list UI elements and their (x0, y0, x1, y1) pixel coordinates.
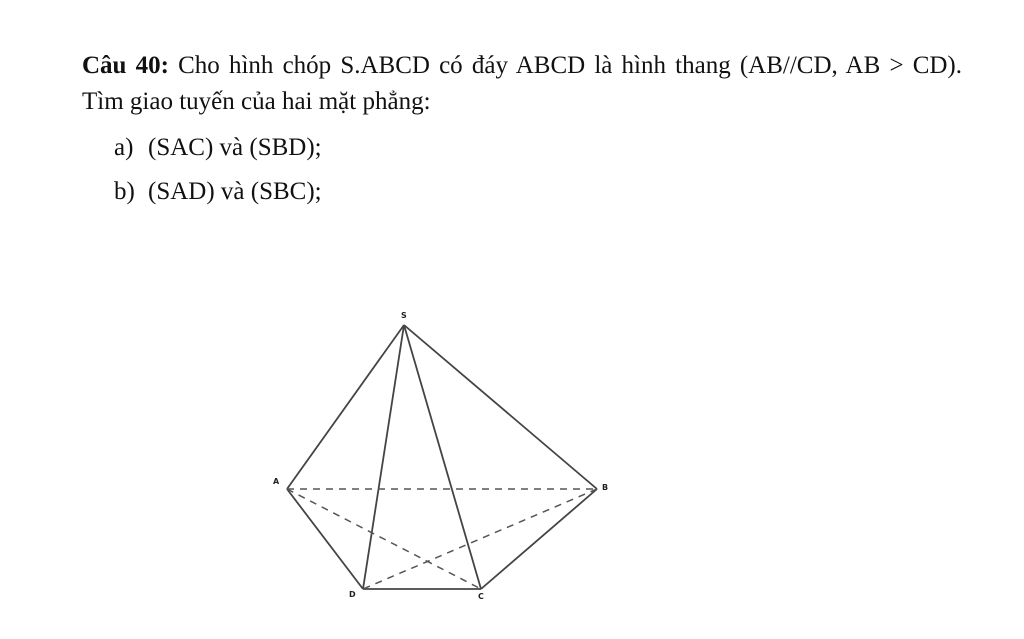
vertex-label-d: D (349, 590, 356, 599)
sub-question-marker: a) (114, 134, 134, 161)
vertex-label-s: S (401, 311, 407, 320)
edge-ad (287, 489, 363, 589)
sub-question-text: (SAD) và (SBC); (148, 178, 322, 205)
vertex-label-a: A (273, 477, 280, 486)
question-number: Câu 40: (82, 52, 169, 79)
vertex-label-b: B (602, 483, 609, 492)
edge-sa (287, 325, 404, 489)
edge-sd (363, 325, 404, 589)
question-body: Cho hình chóp S.ABCD có đáy ABCD là hình thang (AB//CD, AB > CD). Tìm giao tuyến của hai mặt phẳng: (82, 52, 963, 115)
diagonal-bd-hidden (363, 489, 597, 589)
vertex-label-c: C (478, 592, 484, 601)
sub-question-text: (SAC) và (SBD); (148, 134, 322, 161)
diagonal-ac-hidden (287, 489, 481, 589)
edge-cb (481, 489, 597, 589)
edge-sc (404, 325, 481, 589)
edge-sb (404, 325, 597, 489)
sub-question-marker: b) (114, 178, 135, 205)
